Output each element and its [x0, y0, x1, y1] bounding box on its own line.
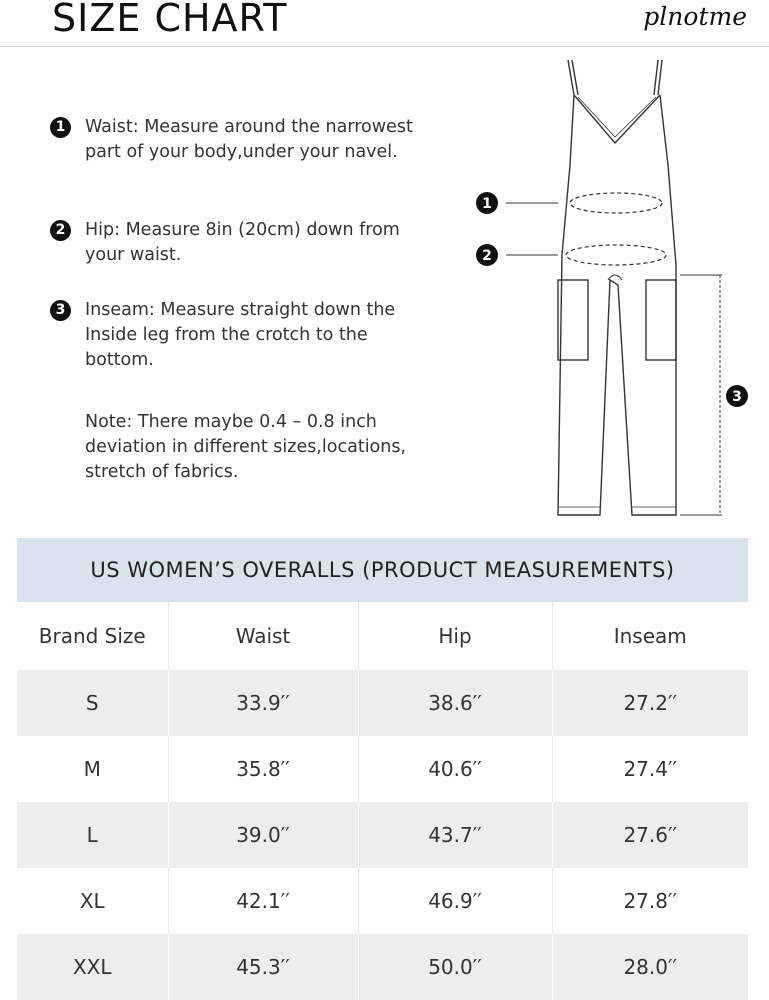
instruction-line: Inseam: Measure straight down the	[85, 300, 396, 320]
hip-cell: 38.6′′	[358, 670, 552, 736]
hip-cell: 43.7′′	[358, 802, 552, 868]
marker-2-badge: 2	[50, 220, 71, 241]
measurements-table	[17, 602, 748, 1000]
size-cell: XL	[17, 868, 168, 934]
note-line: Note: There maybe 0.4 – 0.8 inch	[85, 412, 377, 432]
size-cell: S	[17, 670, 168, 736]
marker-3-label: 3	[732, 389, 742, 405]
size-cell: XXL	[17, 934, 168, 1000]
waist-cell: 39.0′′	[168, 802, 358, 868]
hip-measure-ellipse	[566, 245, 666, 265]
instruction-inseam	[50, 298, 450, 373]
column-header-brand-size: Brand Size	[17, 602, 168, 670]
note-line: deviation in different sizes,locations,	[85, 437, 407, 457]
inseam-cell: 27.4′′	[623, 757, 678, 781]
marker-2-label: 2	[482, 248, 492, 264]
waist-measure-ellipse	[570, 193, 662, 213]
overalls-diagram	[470, 55, 769, 525]
inseam-cell: 28.0′′	[552, 934, 748, 1000]
instruction-line: Waist: Measure around the narrowest	[85, 117, 413, 137]
instruction-waist	[50, 115, 450, 165]
marker-2-icon	[476, 244, 498, 266]
marker-1-label: 1	[482, 196, 492, 212]
brand-logo: plnotme	[643, 2, 747, 31]
hip-cell: 46.9′′	[358, 868, 552, 934]
marker-1-badge: 1	[50, 117, 71, 138]
table-header-row	[17, 602, 748, 670]
note-line: stretch of fabrics.	[85, 462, 239, 482]
marker-1-icon	[476, 192, 498, 214]
instruction-line: part of your body,under your navel.	[85, 142, 398, 162]
waist-cell: 35.8′′	[168, 736, 358, 802]
inseam-cell: 27.6′′	[552, 802, 748, 868]
size-cell: M	[17, 736, 168, 802]
hip-cell: 40.6′′	[358, 736, 552, 802]
inseam-cell: 27.8′′	[623, 889, 678, 913]
waist-cell: 42.1′′	[168, 868, 358, 934]
table-row	[17, 802, 748, 868]
table-row	[17, 670, 748, 736]
instruction-line: Hip: Measure 8in (20cm) down from	[85, 220, 400, 240]
note	[50, 410, 450, 485]
size-table	[17, 538, 748, 1000]
hip-cell: 50.0′′	[358, 934, 552, 1000]
column-header-hip: Hip	[358, 602, 552, 670]
instruction-line: bottom.	[85, 350, 154, 370]
size-cell: L	[17, 802, 168, 868]
instruction-hip	[50, 218, 450, 268]
header	[0, 0, 769, 47]
overalls-outline-icon	[558, 60, 676, 515]
inseam-cell: 27.2′′	[552, 670, 748, 736]
column-header-waist: Waist	[168, 602, 358, 670]
table-row	[17, 736, 748, 802]
waist-cell: 45.3′′	[168, 934, 358, 1000]
marker-3-icon	[726, 385, 748, 407]
table-title: US WOMEN’S OVERALLS (PRODUCT MEASUREMENTS)	[17, 538, 748, 602]
column-header-inseam: Inseam	[613, 624, 687, 648]
instruction-line: Inside leg from the crotch to the	[85, 325, 368, 345]
table-row	[17, 868, 748, 934]
page-title: SIZE CHART	[52, 0, 288, 40]
waist-cell: 33.9′′	[168, 670, 358, 736]
table-row	[17, 934, 748, 1000]
instruction-line: your waist.	[85, 245, 182, 265]
marker-3-badge: 3	[50, 300, 71, 321]
